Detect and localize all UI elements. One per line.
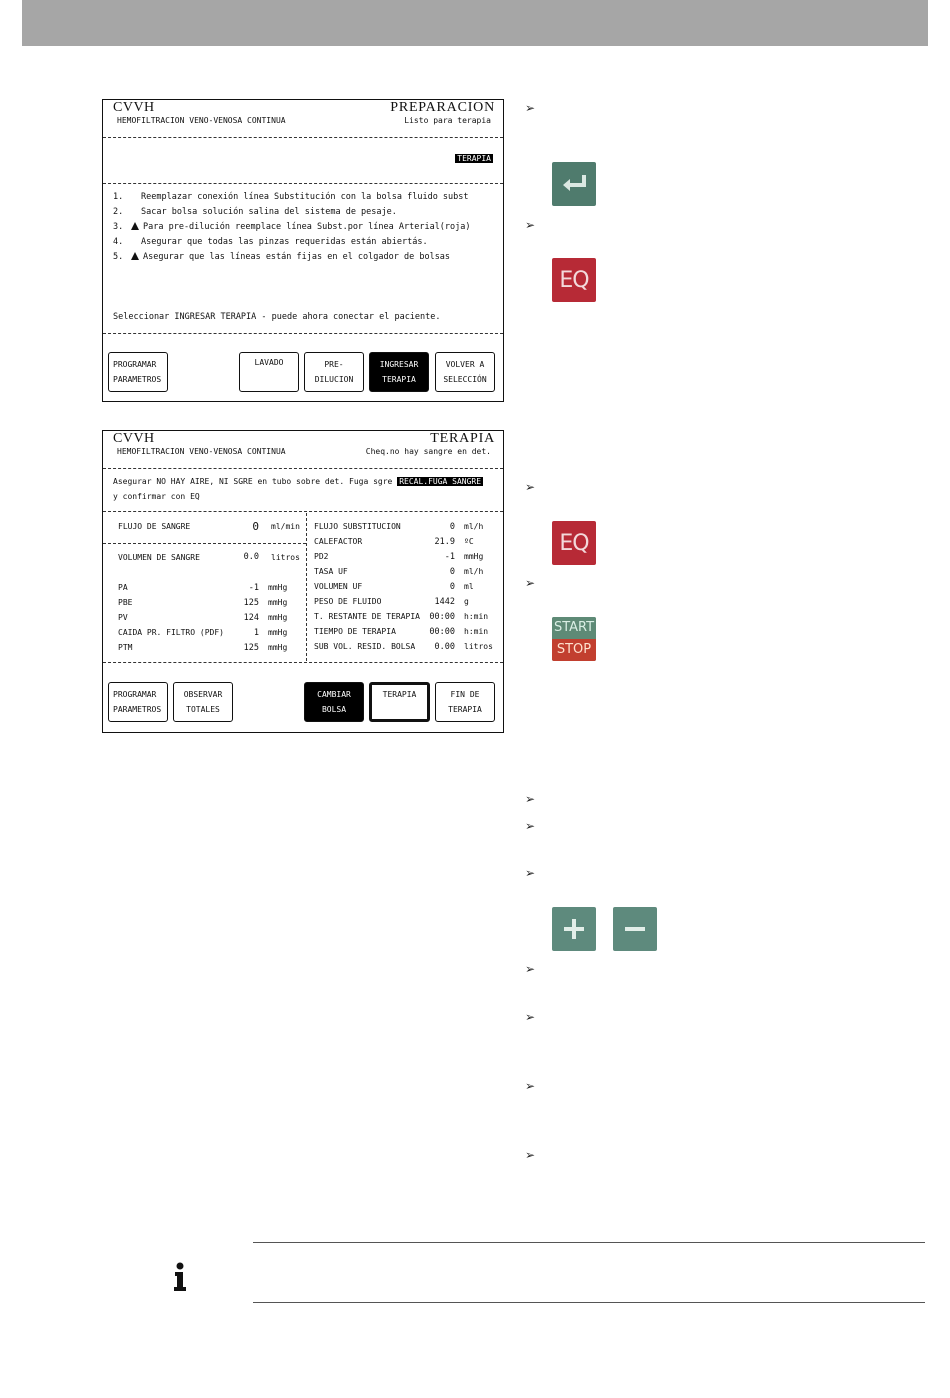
param-label: PD2 bbox=[314, 552, 329, 561]
pressure-value: 1 bbox=[253, 628, 259, 638]
info-divider bbox=[253, 1242, 925, 1243]
param-unit: h:min bbox=[464, 612, 489, 621]
param-value: 0 bbox=[449, 582, 455, 592]
param-value: -1 bbox=[444, 552, 455, 562]
eq-key-icon: EQ bbox=[552, 258, 596, 302]
warning-icon bbox=[131, 222, 139, 230]
arrow-bullet-icon: ➢ bbox=[525, 792, 536, 806]
end-therapy-button[interactable]: FIN DE TERAPIA bbox=[435, 682, 495, 722]
instruction-step: 4. Asegurar que todas las pinzas requeridas están abiertás. bbox=[113, 237, 428, 247]
divider bbox=[103, 468, 503, 469]
param-label: FLUJO SUBSTITUCION bbox=[314, 522, 401, 531]
param-unit: ml bbox=[464, 582, 474, 591]
column-divider bbox=[306, 513, 307, 661]
divider bbox=[103, 183, 503, 184]
view-totals-button[interactable]: OBSERVAR TOTALES bbox=[173, 682, 233, 722]
param-value: 21.9 bbox=[434, 537, 455, 547]
blood-volume-value: 0.0 bbox=[243, 552, 259, 562]
warning-icon bbox=[131, 252, 139, 260]
param-unit: ml/h bbox=[464, 567, 484, 576]
pressure-label: PA bbox=[118, 583, 128, 592]
param-value: 00:00 bbox=[429, 627, 455, 637]
therapy-subtitle: HEMOFILTRACION VENO-VENOSA CONTINUA bbox=[117, 447, 286, 456]
pressure-label: PV bbox=[118, 613, 128, 622]
arrow-bullet-icon: ➢ bbox=[525, 819, 536, 833]
pressure-unit: mmHg bbox=[268, 613, 288, 622]
param-label: T. RESTANTE DE TERAPIA bbox=[314, 612, 420, 621]
enter-key-icon bbox=[552, 162, 596, 206]
divider bbox=[103, 333, 503, 334]
divider bbox=[103, 543, 306, 544]
pressure-value: 125 bbox=[243, 643, 259, 653]
start-label: START bbox=[552, 617, 596, 639]
pressure-unit: mmHg bbox=[268, 583, 288, 592]
param-value: 1442 bbox=[434, 597, 455, 607]
therapy-button[interactable]: TERAPIA bbox=[369, 682, 430, 722]
pressure-value: 125 bbox=[243, 598, 259, 608]
instruction-note: Seleccionar INGRESAR TERAPIA - puede ahora conectar el paciente. bbox=[113, 312, 441, 322]
therapy-subtitle: HEMOFILTRACION VENO-VENOSA CONTINUA bbox=[117, 116, 286, 125]
param-unit: g bbox=[464, 597, 469, 606]
param-label: TIEMPO DE TERAPIA bbox=[314, 627, 396, 636]
divider bbox=[103, 511, 503, 512]
start-stop-key-icon bbox=[552, 617, 596, 661]
param-unit: ml/h bbox=[464, 522, 484, 531]
param-unit: ºC bbox=[464, 537, 474, 546]
state-label: PREPARACION bbox=[390, 100, 495, 115]
info-divider bbox=[253, 1302, 925, 1303]
blood-volume-unit: litros bbox=[271, 553, 300, 562]
pressure-unit: mmHg bbox=[268, 598, 288, 607]
minus-key-icon bbox=[613, 907, 657, 951]
stop-label: STOP bbox=[552, 639, 596, 661]
instruction-step: 5. Asegurar que las líneas están fijas en el colgador de bolsas bbox=[113, 252, 451, 262]
param-unit: h:min bbox=[464, 627, 489, 636]
enter-therapy-button[interactable]: INGRESAR TERAPIA bbox=[369, 352, 429, 392]
arrow-bullet-icon: ➢ bbox=[525, 866, 536, 880]
instruction-step: 3. Para pre-dilución reemplace línea Subst.por línea Arterial(roja) bbox=[113, 222, 471, 232]
arrow-bullet-icon: ➢ bbox=[525, 218, 536, 232]
pressure-unit: mmHg bbox=[268, 643, 288, 652]
pressure-unit: mmHg bbox=[268, 628, 288, 637]
param-unit: mmHg bbox=[464, 552, 484, 561]
param-label: VOLUMEN UF bbox=[314, 582, 363, 591]
rinse-button[interactable]: LAVADO bbox=[239, 352, 299, 392]
arrow-bullet-icon: ➢ bbox=[525, 1010, 536, 1024]
instruction-step: 1. Reemplazar conexión línea Substitución con la bolsa fluido subst bbox=[113, 192, 469, 202]
param-value: 0 bbox=[449, 522, 455, 532]
pressure-label: PTM bbox=[118, 643, 133, 652]
header-bar bbox=[22, 0, 928, 46]
program-parameters-button[interactable]: PROGRAMAR PARAMETROS bbox=[108, 682, 168, 722]
instruction-step: 2. Sacar bolsa solución salina del sistema de pesaje. bbox=[113, 207, 397, 217]
state-detail: Listo para terapia bbox=[404, 116, 491, 125]
state-label: TERAPIA bbox=[430, 431, 495, 446]
param-value: 0.00 bbox=[434, 642, 455, 652]
pressure-label: CAIDA PR. FILTRO (PDF) bbox=[118, 628, 224, 637]
program-parameters-button[interactable]: PROGRAMAR PARAMETROS bbox=[108, 352, 168, 392]
param-label: PESO DE FLUIDO bbox=[314, 597, 382, 606]
plus-key-icon bbox=[552, 907, 596, 951]
param-label: TASA UF bbox=[314, 567, 348, 576]
param-label: SUB VOL. RESID. BOLSA bbox=[314, 642, 416, 651]
state-detail: Cheq.no hay sangre en det. bbox=[365, 447, 491, 456]
divider bbox=[103, 137, 503, 138]
pressure-value: 124 bbox=[243, 613, 259, 623]
arrow-bullet-icon: ➢ bbox=[525, 576, 536, 590]
therapy-screen bbox=[102, 430, 504, 733]
param-value: 0 bbox=[449, 567, 455, 577]
blood-volume-label: VOLUMEN DE SANGRE bbox=[118, 553, 200, 562]
preparation-screen bbox=[102, 99, 504, 402]
change-bag-button[interactable]: CAMBIAR BOLSA bbox=[304, 682, 364, 722]
return-to-selection-button[interactable]: VOLVER A SELECCIÓN bbox=[435, 352, 495, 392]
pressure-label: PBE bbox=[118, 598, 133, 607]
mode-label: CVVH bbox=[113, 100, 155, 115]
param-label: CALEFACTOR bbox=[314, 537, 363, 546]
arrow-bullet-icon: ➢ bbox=[525, 1079, 536, 1093]
arrow-bullet-icon: ➢ bbox=[525, 962, 536, 976]
blood-flow-label: FLUJO DE SANGRE bbox=[118, 522, 191, 531]
mode-label: CVVH bbox=[113, 431, 155, 446]
eq-key-icon: EQ bbox=[552, 521, 596, 565]
param-value: 00:00 bbox=[429, 612, 455, 622]
arrow-bullet-icon: ➢ bbox=[525, 101, 536, 115]
alarm-message-confirm: y confirmar con EQ bbox=[113, 492, 200, 501]
arrow-bullet-icon: ➢ bbox=[525, 1148, 536, 1162]
divider bbox=[103, 662, 503, 663]
blood-leak-recal-tag: RECAL.FUGA SANGRE bbox=[399, 477, 482, 486]
blood-flow-value: 0 bbox=[252, 520, 259, 533]
info-icon bbox=[172, 1262, 188, 1292]
param-unit: litros bbox=[464, 642, 493, 651]
arrow-bullet-icon: ➢ bbox=[525, 480, 536, 494]
blood-flow-unit: ml/min bbox=[271, 522, 300, 531]
alarm-message: Asegurar NO HAY AIRE, NI SGRE en tubo sobre det. Fuga sgre RECAL.FUGA SANGRE bbox=[113, 477, 482, 486]
therapy-tag: TERAPIA bbox=[457, 154, 491, 163]
predilution-button[interactable]: PRE- DILUCION bbox=[304, 352, 364, 392]
pressure-value: -1 bbox=[248, 583, 259, 593]
